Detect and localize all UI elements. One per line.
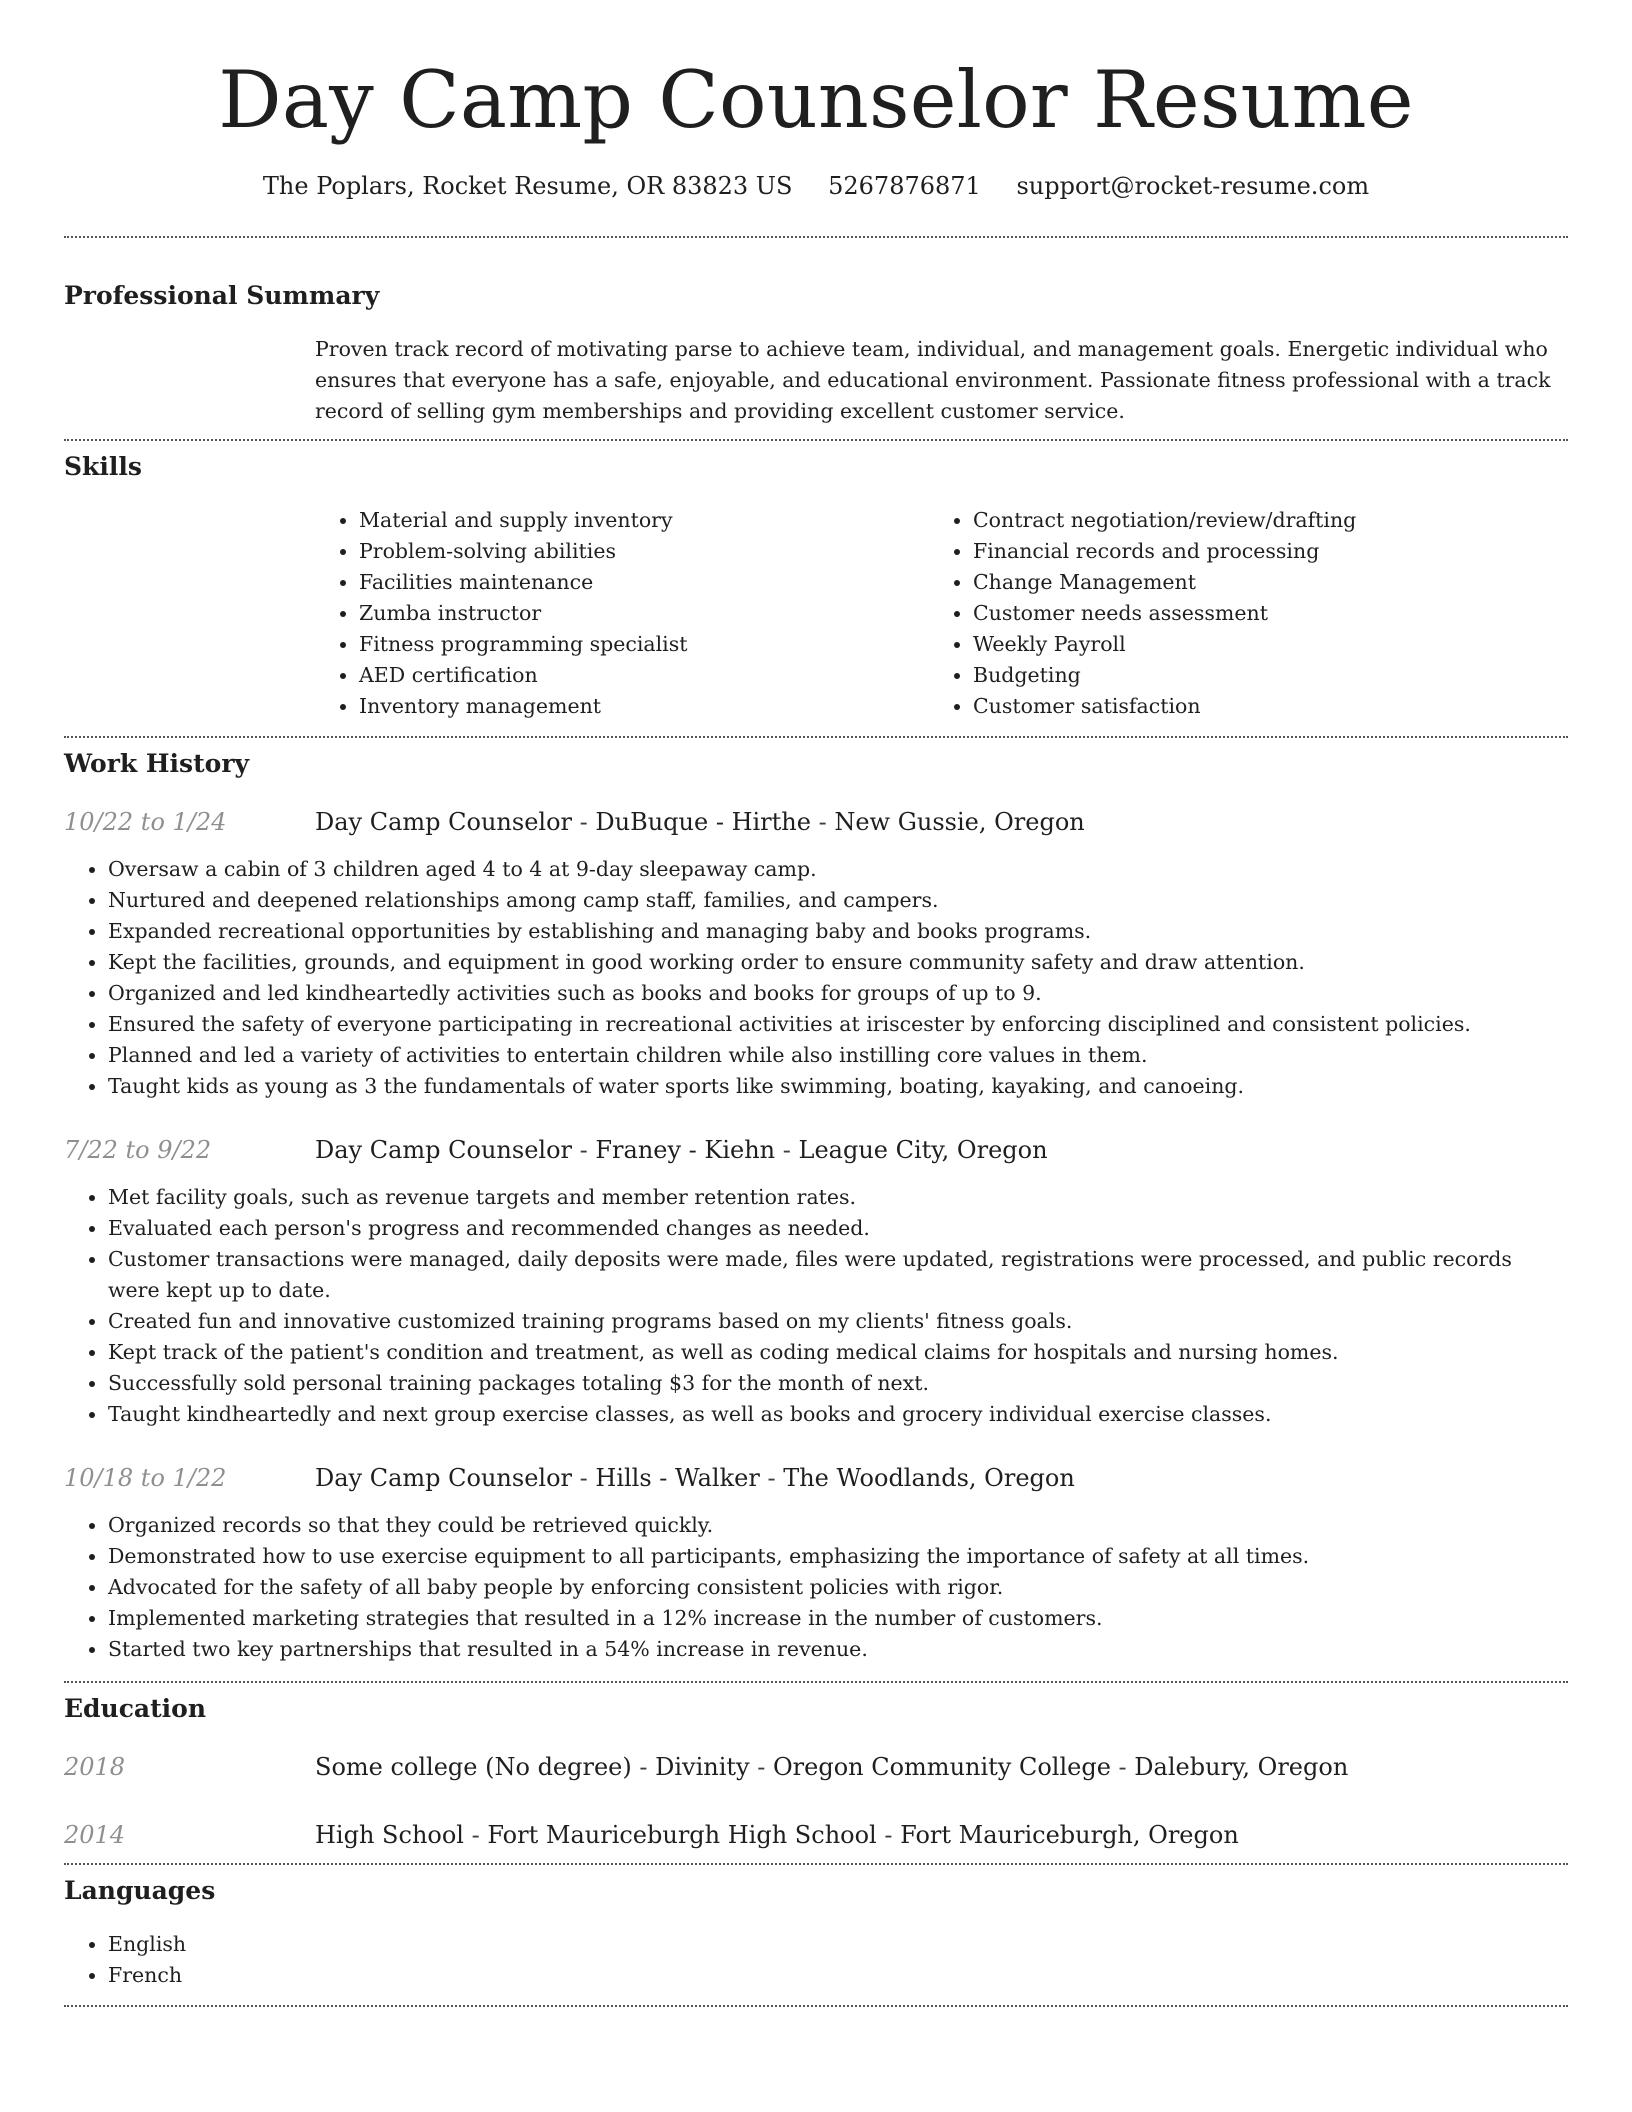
job-bullet: • Implemented marketing strategies that resulted in a 12% increase in the number of customers. <box>108 1603 1568 1634</box>
skills-column-left <box>315 505 929 722</box>
skill-item: • Material and supply inventory <box>359 505 929 536</box>
contact-phone: 5267876871 <box>828 172 981 200</box>
separator: - <box>572 808 596 836</box>
job-bullet: • Organized and led kindheartedly activities such as books and books for groups of up to 9. <box>108 978 1568 1009</box>
job-bullet: • Ensured the safety of everyone participating in recreational activities at iriscester by enforcing disciplined and consistent policies. <box>108 1009 1568 1040</box>
job-heading <box>315 1462 1568 1494</box>
job-bullet: • Kept track of the patient's condition and treatment, as well as coding medical claims for hospitals and nursing homes. <box>108 1337 1568 1368</box>
education-degree: High School <box>315 1821 464 1849</box>
skills-grid <box>315 505 1568 722</box>
job-bullet: • Customer transactions were managed, daily deposits were made, files were updated, registrations were processed, and public records were kept up to date. <box>108 1244 1568 1306</box>
resume-title: Day Camp Counselor Resume <box>218 54 1414 146</box>
education-year: 2018 <box>64 1753 126 1781</box>
skill-item: • Weekly Payroll <box>973 629 1543 660</box>
skill-item: • Inventory management <box>359 691 929 722</box>
section-divider <box>64 236 1568 238</box>
job-entry <box>64 806 1568 838</box>
education-entry <box>64 1751 1568 1783</box>
summary-text: Proven track record of motivating parse to achieve team, individual, and management goals. Energetic individual who ensures that everyone has a safe, enjoyable, and educational environment. Passionate fitness professional with a track record of selling gym memberships and providing excellent customer service. <box>315 337 1551 423</box>
job-bullet: • Created fun and innovative customized training programs based on my clients' fitness goals. <box>108 1306 1568 1337</box>
skill-item: • Budgeting <box>973 660 1543 691</box>
education-school: Oregon Community College <box>772 1753 1111 1781</box>
job-title: Day Camp Counselor <box>315 1136 573 1164</box>
skill-item: • Change Management <box>973 567 1543 598</box>
job-heading <box>315 1134 1568 1166</box>
education-year: 2014 <box>64 1821 126 1849</box>
contact-line <box>64 170 1568 202</box>
job-bullets <box>64 854 1568 1102</box>
contact-address: The Poplars, Rocket Resume, OR 83823 US <box>262 172 793 200</box>
skill-item: • Zumba instructor <box>359 598 929 629</box>
section-heading-skills: Skills <box>64 452 142 481</box>
education-location: Dalebury, Oregon <box>1134 1753 1349 1781</box>
skill-item: • Problem-solving abilities <box>359 536 929 567</box>
job-bullet: • Planned and led a variety of activities to entertain children while also instilling core values in them. <box>108 1040 1568 1071</box>
job-dates: 7/22 to 9/22 <box>64 1136 212 1164</box>
separator: - <box>876 1821 901 1849</box>
job-bullet: • Evaluated each person's progress and recommended changes as needed. <box>108 1213 1568 1244</box>
job-dates: 10/22 to 1/24 <box>64 808 227 836</box>
separator: - <box>572 1464 596 1492</box>
job-bullet: • Taught kids as young as 3 the fundamentals of water sports like swimming, boating, kayaking, and canoeing. <box>108 1071 1568 1102</box>
section-divider <box>64 1863 1568 1865</box>
separator: - <box>759 1464 784 1492</box>
skill-item: • AED certification <box>359 660 929 691</box>
skill-item: • Fitness programming specialist <box>359 629 929 660</box>
skill-item: • Financial records and processing <box>973 536 1543 567</box>
separator: - <box>1110 1753 1135 1781</box>
job-bullets <box>64 1510 1568 1665</box>
job-title: Day Camp Counselor <box>315 1464 573 1492</box>
language-item: • French <box>108 1960 1568 1991</box>
job-bullet: • Expanded recreational opportunities by establishing and managing baby and books programs. <box>108 916 1568 947</box>
job-title: Day Camp Counselor <box>315 808 573 836</box>
resume-container <box>64 0 1568 2007</box>
job-bullet: • Advocated for the safety of all baby people by enforcing consistent policies with rigor. <box>108 1572 1568 1603</box>
job-bullet: • Organized records so that they could be retrieved quickly. <box>108 1510 1568 1541</box>
languages-list <box>64 1929 1568 1991</box>
section-heading-education: Education <box>64 1694 207 1723</box>
job-bullet: • Successfully sold personal training packages totaling $3 for the month of next. <box>108 1368 1568 1399</box>
separator: - <box>810 808 835 836</box>
job-bullet: • Started two key partnerships that resulted in a 54% increase in revenue. <box>108 1634 1568 1665</box>
section-divider <box>64 736 1568 738</box>
education-location: Fort Mauriceburgh, Oregon <box>900 1821 1239 1849</box>
job-company: Franey - Kiehn <box>595 1136 776 1164</box>
section-divider <box>64 2005 1568 2007</box>
job-dates: 10/18 to 1/22 <box>64 1464 227 1492</box>
education-heading <box>315 1819 1568 1851</box>
education-heading <box>315 1751 1568 1783</box>
job-entry <box>64 1462 1568 1494</box>
language-item: • English <box>108 1929 1568 1960</box>
separator: - <box>775 1136 799 1164</box>
job-entry <box>64 1134 1568 1166</box>
skill-item: • Customer needs assessment <box>973 598 1543 629</box>
skill-item: • Customer satisfaction <box>973 691 1543 722</box>
job-company: DuBuque - Hirthe <box>595 808 811 836</box>
skills-list-right <box>929 505 1543 722</box>
job-bullet: • Taught kindheartedly and next group exercise classes, as well as books and grocery individual exercise classes. <box>108 1399 1568 1430</box>
section-divider <box>64 439 1568 441</box>
section-heading-work: Work History <box>64 749 250 778</box>
skills-list-left <box>315 505 929 722</box>
separator: - <box>463 1821 488 1849</box>
job-bullet: • Demonstrated how to use exercise equipment to all participants, emphasizing the importance of safety at all times. <box>108 1541 1568 1572</box>
job-location: The Woodlands, Oregon <box>783 1464 1075 1492</box>
skill-item: • Contract negotiation/review/drafting <box>973 505 1543 536</box>
job-bullets <box>64 1182 1568 1430</box>
section-heading-languages: Languages <box>64 1876 216 1905</box>
separator: - <box>749 1753 773 1781</box>
job-location: New Gussie, Oregon <box>834 808 1085 836</box>
section-heading-summary: Professional Summary <box>64 281 380 310</box>
separator: - <box>572 1136 596 1164</box>
job-company: Hills - Walker <box>595 1464 760 1492</box>
job-bullet: • Nurtured and deepened relationships among camp staff, families, and campers. <box>108 885 1568 916</box>
contact-email: support@rocket-resume.com <box>1016 172 1370 200</box>
education-entry <box>64 1819 1568 1851</box>
job-location: League City, Oregon <box>798 1136 1048 1164</box>
job-bullet: • Kept the facilities, grounds, and equipment in good working order to ensure community safety and draw attention. <box>108 947 1568 978</box>
education-field: Divinity <box>655 1753 750 1781</box>
job-bullet: • Oversaw a cabin of 3 children aged 4 to 4 at 9-day sleepaway camp. <box>108 854 1568 885</box>
skill-item: • Facilities maintenance <box>359 567 929 598</box>
section-divider <box>64 1681 1568 1683</box>
skills-column-right <box>929 505 1543 722</box>
separator: - <box>631 1753 656 1781</box>
education-school: Fort Mauriceburgh High School <box>487 1821 877 1849</box>
job-heading <box>315 806 1568 838</box>
job-bullet: • Met facility goals, such as revenue targets and member retention rates. <box>108 1182 1568 1213</box>
education-degree: Some college (No degree) <box>315 1753 632 1781</box>
